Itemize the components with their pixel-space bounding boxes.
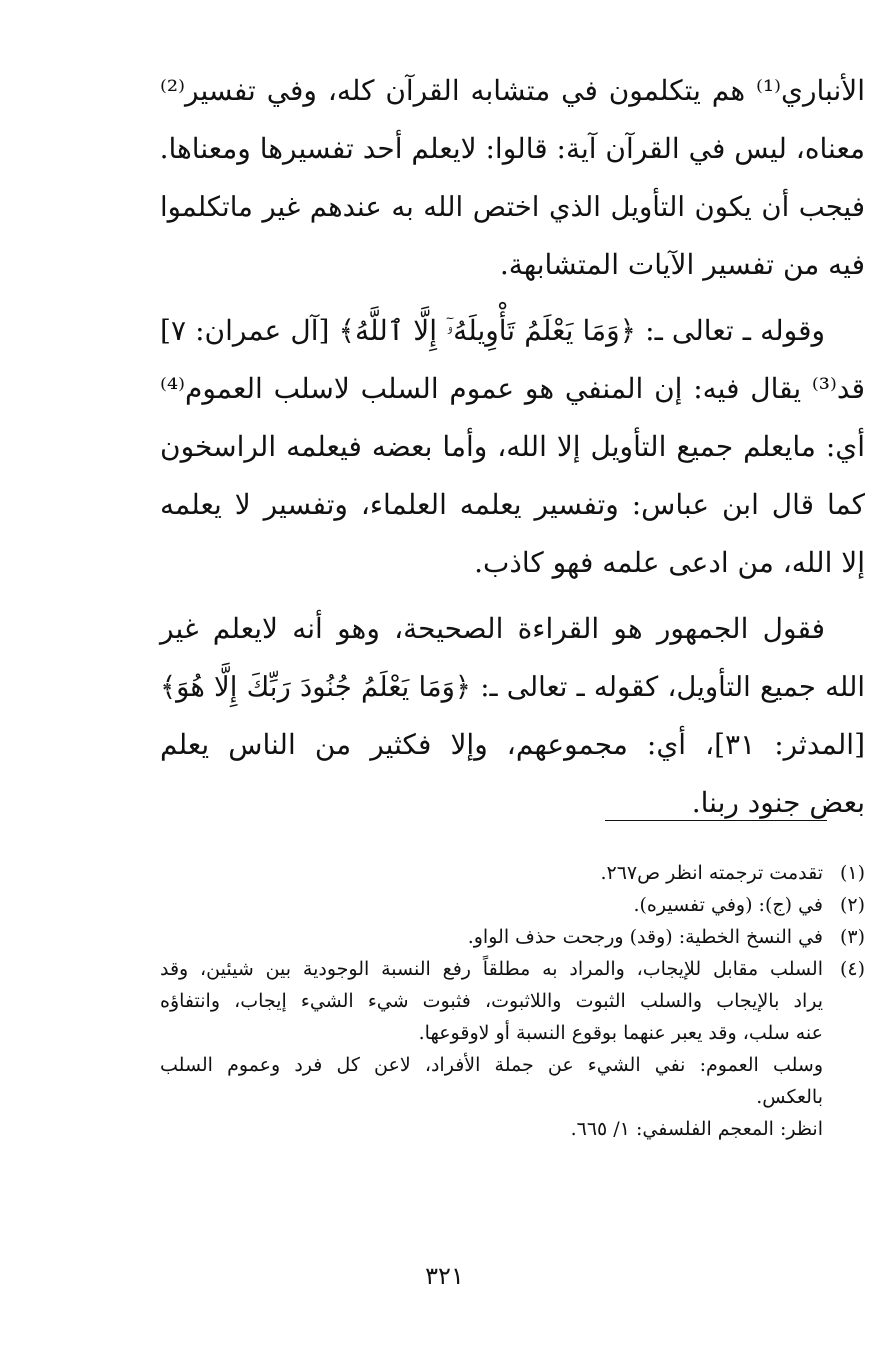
- footnote-text: وسلب العموم: نفي الشيء عن جملة الأفراد، لاعن كل فرد وعموم السلب: [160, 1054, 823, 1076]
- main-text: [160, 62, 865, 832]
- text-line: فقول الجمهور هو القراءة الصحيحة، وهو أنه لايعلم غير: [160, 612, 825, 645]
- footnote: [160, 921, 865, 953]
- footnote-divider: [605, 820, 827, 821]
- text-line: الله جميع التأويل، كقوله ـ تعالى ـ: ﴿وَمَا يَعْلَمُ جُنُودَ رَبِّكَ إِلَّا هُوَ﴾: [160, 671, 865, 703]
- footnote-text: تقدمت ترجمته انظر ص٢٦٧.: [600, 862, 823, 884]
- footnote-number: (٣): [839, 926, 865, 948]
- text-line: [المدثر: ٣١]، أي: مجموعهم، وإلا فكثير من الناس يعلم: [160, 728, 865, 761]
- footnote-text: انظر: المعجم الفلسفي: ١/ ٦٦٥.: [570, 1118, 823, 1140]
- text-line: إلا الله، من ادعى علمه فهو كاذب.: [474, 546, 865, 579]
- footnote: [160, 889, 865, 921]
- text-line: كما قال ابن عباس: وتفسير يعلمه العلماء، وتفسير لا يعلمه: [160, 488, 866, 521]
- text-line: وقوله ـ تعالى ـ: ﴿وَمَا يَعْلَمُ تَأْوِيلَهُۥٓ إِلَّا ٱللَّهُ﴾ [آل عمران: ٧]: [160, 314, 825, 347]
- footnote-text: السلب مقابل للإيجاب، والمراد به مطلقاً رفع النسبة الوجودية بين شيئين، وقد: [160, 958, 823, 980]
- footnote-text: في النسخ الخطية: (وقد) ورجحت حذف الواو.: [467, 926, 823, 948]
- text-line: الأنباري⁽¹⁾ هم يتكلمون في متشابه القرآن كله، وفي تفسير⁽²⁾: [160, 74, 865, 107]
- text-line: قد⁽³⁾ يقال فيه: إن المنفي هو عموم السلب لاسلب العموم⁽⁴⁾: [160, 372, 865, 405]
- footnote-text: عنه سلب، وقد يعبر عنهما بوقوع النسبة أو لاوقوعها.: [418, 1022, 823, 1044]
- footnote-number: (٢): [839, 894, 865, 916]
- text-line: أي: مايعلم جميع التأويل إلا الله، وأما بعضه فيعلمه الراسخون: [160, 430, 865, 463]
- footnote-text: بالعكس.: [756, 1086, 823, 1108]
- footnote-number: (٤): [839, 958, 865, 980]
- footnotes: [160, 857, 865, 1145]
- text-line: معناه، ليس في القرآن آية: قالوا: لايعلم أحد تفسيرها ومعناها.: [159, 132, 865, 165]
- footnote-text: في (ج): (وفي تفسيره).: [633, 894, 823, 916]
- footnote-text: يراد بالإيجاب والسلب الثبوت واللاثبوت، فثبوت شيء الشيء إيجاب، وانتفاؤه: [160, 990, 823, 1012]
- text-line: فيه من تفسير الآيات المتشابهة.: [499, 248, 865, 281]
- footnote-number: (١): [839, 862, 865, 884]
- footnote: [160, 953, 865, 1145]
- page-number: ٣٢١: [425, 1262, 464, 1290]
- text-line: بعض جنود ربنا.: [691, 786, 865, 819]
- footnote: [160, 857, 865, 889]
- text-line: فيجب أن يكون التأويل الذي اختص الله به عندهم غير ماتكلموا: [160, 191, 865, 223]
